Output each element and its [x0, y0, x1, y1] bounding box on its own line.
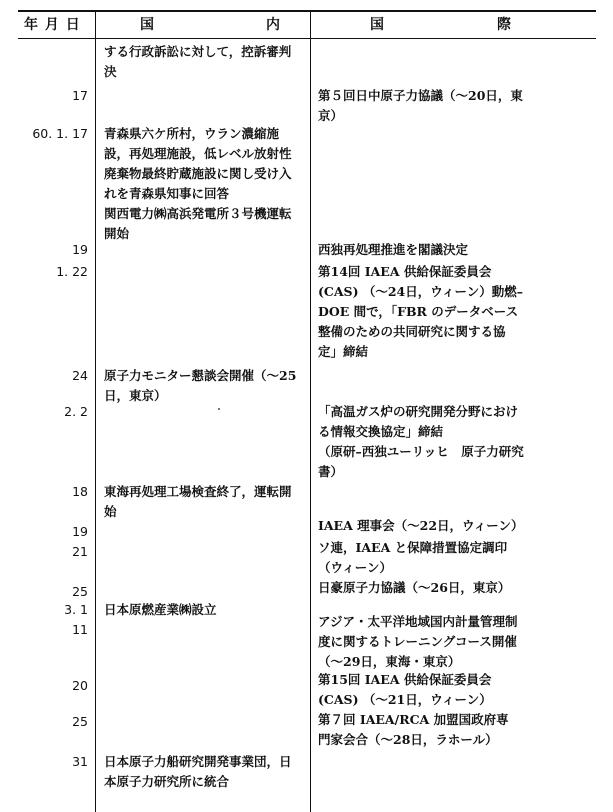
date-cell: 60. 1. 17: [32, 126, 88, 141]
date-cell: 19: [72, 524, 88, 539]
header-international-first: 国: [370, 17, 384, 33]
header-date: 年 月 日: [24, 17, 81, 33]
header-bottom-rule: [18, 38, 596, 39]
date-cell: 18: [72, 484, 88, 499]
date-cell: 2. 2: [64, 404, 88, 419]
international-entry: アジア・太平洋地域国内計量管理制 度に関するトレーニングコース開催 （～29日，東海・東京）: [318, 614, 518, 669]
domestic-entry: 原子力モニター懇談会開催（～25 日，東京）: [104, 368, 297, 403]
date-cell: 1. 22: [56, 264, 88, 279]
domestic-entry: 青森県六ケ所村，ウラン濃縮施 設，再処理施設，低レベル放射性 廃棄物最終貯蔵施設に関し受け入 れを青森県知事に回答 関西電力㈱高浜発電所３号機運転 開始: [104, 126, 292, 241]
date-cell: 17: [72, 88, 88, 103]
column-divider-date: [95, 10, 96, 812]
date-cell: 25: [72, 584, 88, 599]
date-cell: 11: [72, 622, 88, 637]
speck: [218, 408, 220, 410]
international-entry: IAEA 理事会（～22日，ウィーン）: [318, 518, 524, 533]
date-cell: 21: [72, 544, 88, 559]
domestic-entry: 東海再処理工場検査終了，運転開 始: [104, 484, 292, 519]
domestic-entry: 日本原燃産業㈱設立: [104, 602, 217, 617]
date-cell: 19: [72, 242, 88, 257]
date-cell: 3. 1: [64, 602, 88, 617]
date-cell: 25: [72, 714, 88, 729]
header-domestic-second: 内: [266, 17, 280, 33]
international-entry: 西独再処理推進を閣議決定: [318, 242, 469, 257]
header-international-second: 際: [497, 17, 511, 33]
international-entry: 第５回日中原子力協議（～20日，東 京）: [318, 88, 523, 123]
table-top-rule: [18, 10, 596, 12]
international-entry: 第７回 IAEA/RCA 加盟国政府専 門家会合（～28日，ラホール）: [318, 712, 509, 747]
date-cell: 20: [72, 678, 88, 693]
international-entry: 第14回 IAEA 供給保証委員会 (CAS) （～24日，ウィーン）動燃– DOE 間で，「FBR のデータベース 整備のための共同研究に関する協 定」締結: [318, 264, 524, 359]
domestic-entry: する行政訴訟に対して，控訴審判 決: [104, 44, 292, 79]
international-entry: ソ連，IAEA と保障措置協定調印 （ウィーン）: [318, 540, 508, 575]
international-entry: 日豪原子力協議（～26日，東京）: [318, 580, 511, 595]
header-domestic-first: 国: [140, 17, 154, 33]
date-cell: 31: [72, 754, 88, 769]
international-entry: 「高温ガス炉の研究開発分野におけ る情報交換協定」締結 （原研–西独ユーリッヒ 原子力研究 書）: [318, 404, 524, 479]
date-cell: 24: [72, 368, 88, 383]
column-divider-domestic: [310, 10, 311, 812]
domestic-entry: 日本原子力船研究開発事業団，日 本原子力研究所に統合: [104, 754, 292, 789]
international-entry: 第15回 IAEA 供給保証委員会 (CAS) （～21日，ウィーン）: [318, 672, 492, 707]
